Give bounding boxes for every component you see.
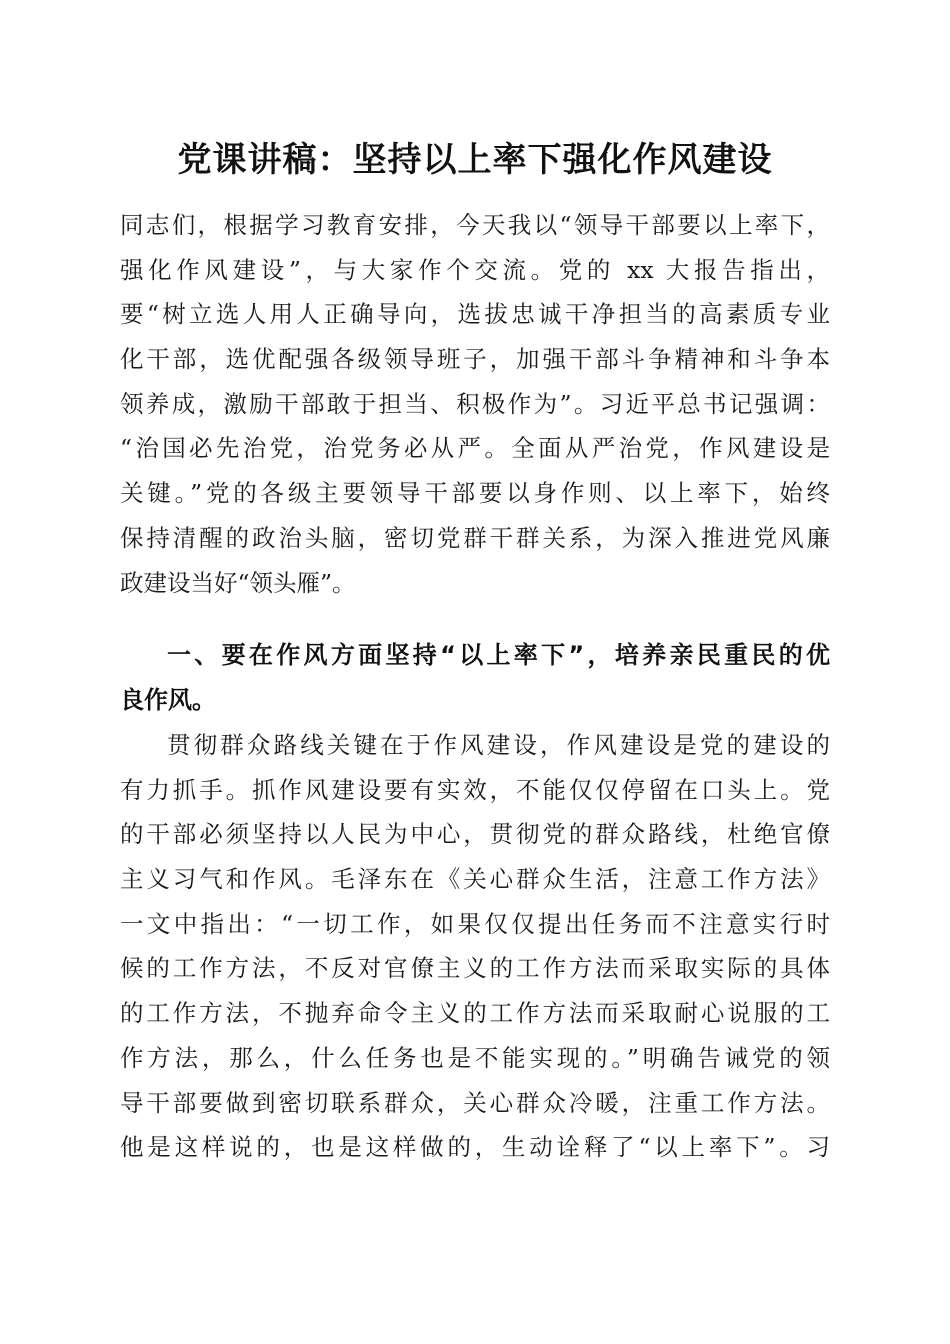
text-line: 候的工作方法，不反对官僚主义的工作方法而采取实际的具体 (120, 954, 830, 983)
text-line: 他是这样说的，也是这样做的，生动诠释了“以上率下”。习 (120, 1133, 830, 1162)
text-line: 领养成，激励干部敢于担当、积极作为”。习近平总书记强调： (120, 389, 830, 418)
text-line: 强化作风建设”，与大家作个交流。党的 xx 大报告指出， (120, 255, 830, 284)
paragraph-section-1 (120, 723, 830, 1170)
heading-line: 良作风。 (120, 685, 216, 714)
document-title: 党课讲稿：坚持以上率下强化作风建设 (177, 140, 773, 180)
text-line: 贯彻群众路线关键在于作风建设，作风建设是党的建设的 (167, 731, 830, 759)
text-line: 关键。”党的各级主要领导干部要以身作则、以上率下，始终 (120, 479, 830, 508)
text-line: 有力抓手。抓作风建设要有实效，不能仅仅停留在口头上。党 (120, 775, 830, 804)
text-line: 的干部必须坚持以人民为中心，贯彻党的群众路线，杜绝官僚 (120, 820, 830, 849)
text-line: 保持清醒的政治头脑，密切党群干群关系，为深入推进党风廉 (120, 523, 830, 552)
text-line: 一文中指出：“一切工作，如果仅仅提出任务而不注意实行时 (120, 909, 830, 938)
heading-line: 一、要在作风方面坚持“以上率下”，培养亲民重民的优 (167, 641, 830, 669)
text-line: “治国必先治党，治党务必从严。全面从严治党，作风建设是 (120, 434, 830, 463)
text-line: 政建设当好“领头雁”。 (120, 568, 356, 597)
text-line: 要“树立选人用人正确导向，选拔忠诚干净担当的高素质专业 (120, 300, 830, 329)
text-line: 化干部，选优配强各级领导班子，加强干部斗争精神和斗争本 (120, 345, 830, 374)
text-line: 导干部要做到密切联系群众，关心群众冷暖，注重工作方法。 (120, 1088, 830, 1117)
section-heading-1 (120, 633, 830, 722)
text-line: 同志们，根据学习教育安排，今天我以“领导干部要以上率下， (120, 211, 830, 239)
text-line: 主义习气和作风。毛泽东在《关心群众生活，注意工作方法》 (120, 865, 830, 894)
paragraph-intro (120, 203, 830, 605)
text-line: 的工作方法，不抛弃命令主义的工作方法而采取耐心说服的工 (120, 999, 830, 1028)
text-line: 作方法，那么，什么任务也是不能实现的。”明确告诫党的领 (120, 1043, 830, 1072)
